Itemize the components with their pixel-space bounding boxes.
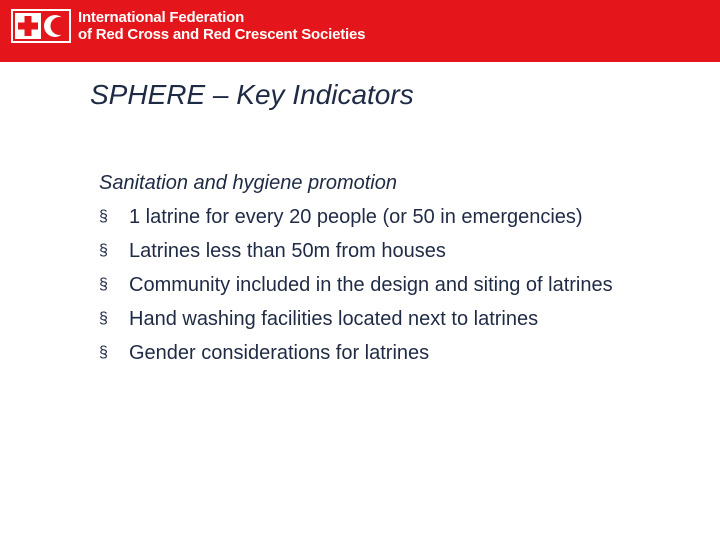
bullet-text: Community included in the design and siting of latrines [129, 274, 613, 296]
bullet-item [99, 234, 699, 268]
organization-name-line-1: International Federation [78, 9, 245, 26]
bullet-item [99, 336, 699, 370]
bullet-marker: § [99, 344, 108, 361]
bullet-marker: § [99, 242, 108, 259]
section-heading: Sanitation and hygiene promotion [99, 172, 397, 194]
slide-title: SPHERE – Key Indicators [90, 79, 414, 110]
bullet-marker: § [99, 276, 108, 293]
bullet-list [99, 200, 699, 370]
bullet-text: Gender considerations for latrines [129, 342, 430, 364]
header-bar [0, 0, 720, 62]
bullet-marker: § [99, 310, 108, 327]
bullet-text: 1 latrine for every 20 people (or 50 in emergencies) [129, 206, 583, 228]
red-cross-crescent-emblem-icon [11, 9, 71, 43]
organization-name-line-2: of Red Cross and Red Crescent Societies [78, 26, 366, 43]
bullet-item [99, 268, 629, 302]
bullet-item [99, 200, 699, 234]
bullet-marker: § [99, 208, 108, 225]
bullet-item [99, 302, 699, 336]
slide-content [99, 166, 699, 370]
bullet-text: Hand washing facilities located next to latrines [129, 308, 539, 330]
organization-name [78, 9, 365, 43]
bullet-text: Latrines less than 50m from houses [129, 240, 446, 262]
